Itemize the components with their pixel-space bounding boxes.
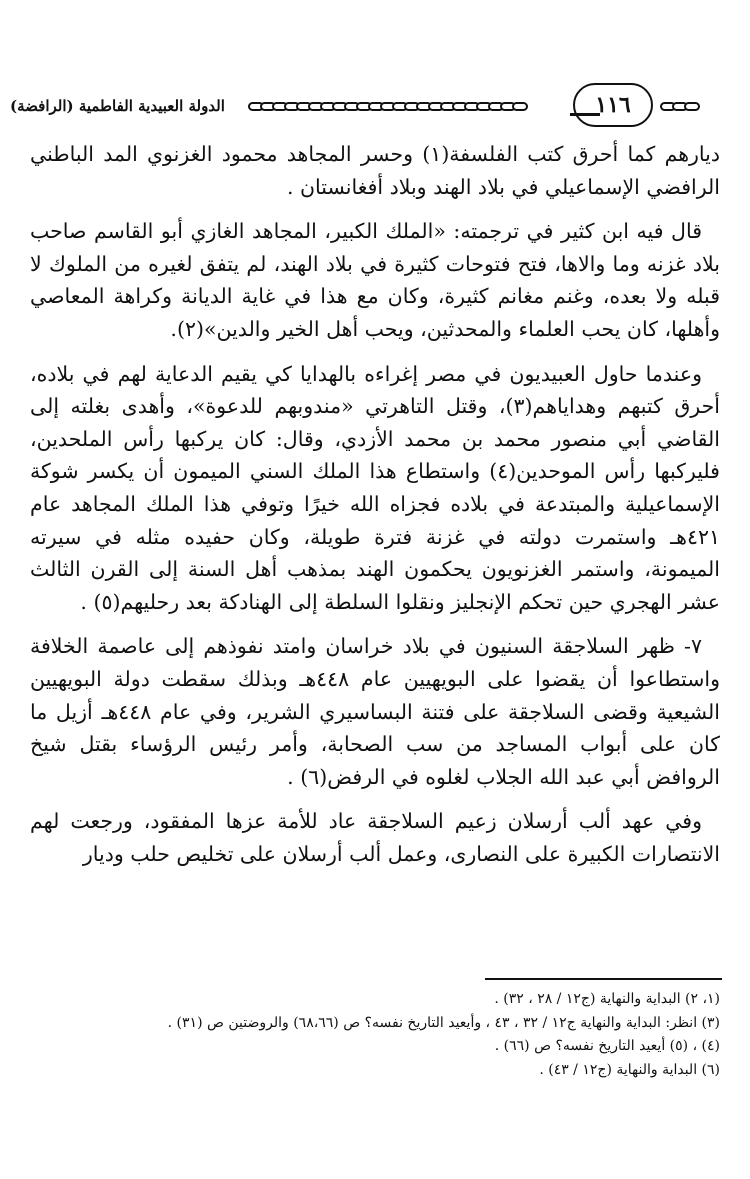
paragraph: قال فيه ابن كثير في ترجمته: «الملك الكبير، المجاهد الغازي أبو القاسم صاحب بلاد غزنه وما والاها، فتح فتوحات كثيرة في بلاد الهند، لم يتفق لغيره من الملوك لا قبله ولا بعده، وغنم مغانم كثيرة، وكان مع هذا في غاية الديانة وكراهة المعاصي وأهلها، كان يحب العلماء والمحدثين، ويحب أهل الخير والدين»(٢). — [30, 219, 720, 341]
header-ornament-right — [660, 102, 696, 112]
running-header — [10, 83, 726, 131]
footnote-divider — [485, 978, 722, 980]
header-title: الدولة العبيدية الفاطمية (الرافضة) — [10, 97, 225, 115]
paragraph: ٧- ظهر السلاجقة السنيون في بلاد خراسان وامتد نفوذهم إلى عاصمة الخلافة واستطاعوا أن يقضوا على البويهيين عام ٤٤٨هـ وبذلك سقطت دولة البويهيين الشيعية وقضى السلاجقة على فتنة البساسيري الشرير، وفي عام ٤٤٨هـ أزيل ما كان على أبواب المساجد من سب الصحابة، وأمر رئيس الرؤساء بقتل شيخ الروافض أبي عبد الله الجلاب لغلوه في الرفض(٦) . — [30, 634, 720, 789]
footnote: (١، ٢) البداية والنهاية (ج١٢ / ٢٨ ، ٣٢) . — [494, 991, 720, 1007]
footnotes — [30, 988, 720, 1082]
footnote: (٣) انظر: البداية والنهاية ج١٢ / ٣٢ ، ٤٣ ، وأيعيد التاريخ نفسه؟ ص (٦٨،٦٦) والروضتين ص (٣١) . — [167, 1014, 720, 1031]
page-number: ١١٦ — [573, 83, 653, 127]
paragraph: وعندما حاول العبيديون في مصر إغراءه بالهدايا كي يقيم الدعاية لهم في بلاده، أحرق كتبهم وهداياهم(٣)، وقتل التاهرتي «مندوبهم للدعوة»، وأهدى بغلته إلى القاضي أبي منصور محمد بن محمد الأزدي، وقال: كان يركبها رأس الملحدين، فليركبها رأس الموحدين(٤) واستطاع هذا الملك السني الميمون أن يكسر شوكة الإسماعيلية والمبتدعة في بلاده فجزاه الله خيرًا وتوفي هذا الملك المجاهد عام ٤٢١هـ واستمرت دولته في غزنة فترة طويلة، وكان حفيده مثله في سيرته الميمونة، واستمر الغزنويون يحكمون الهند بمذهب أهل السنة إلى القرن الثالث عشر الهجري حين تحكم الإنجليز ونقلوا السلطة إلى الهنادكة بعد رحليهم(٥) . — [30, 361, 720, 614]
paragraph: وفي عهد ألب أرسلان زعيم السلاجقة عاد للأمة عزها المفقود، ورجعت لهم الانتصارات الكبيرة على النصارى، وعمل ألب أرسلان على تخليص حلب وديار — [30, 809, 720, 866]
footnote: (٤) ، (٥) أيعيد التاريخ نفسه؟ ص (٦٦) . — [494, 1038, 720, 1054]
main-text — [30, 138, 720, 884]
header-ornament — [248, 102, 524, 112]
paragraph: ديارهم كما أحرق كتب الفلسفة(١) وحسر المجاهد محمود الغزنوي المد الباطني الرافضي الإسماعيلي في بلاد الهند وبلاد أفغانستان . — [30, 142, 720, 199]
footnote: (٦) البداية والنهاية (ج١٢ / ٤٣) . — [539, 1061, 720, 1078]
